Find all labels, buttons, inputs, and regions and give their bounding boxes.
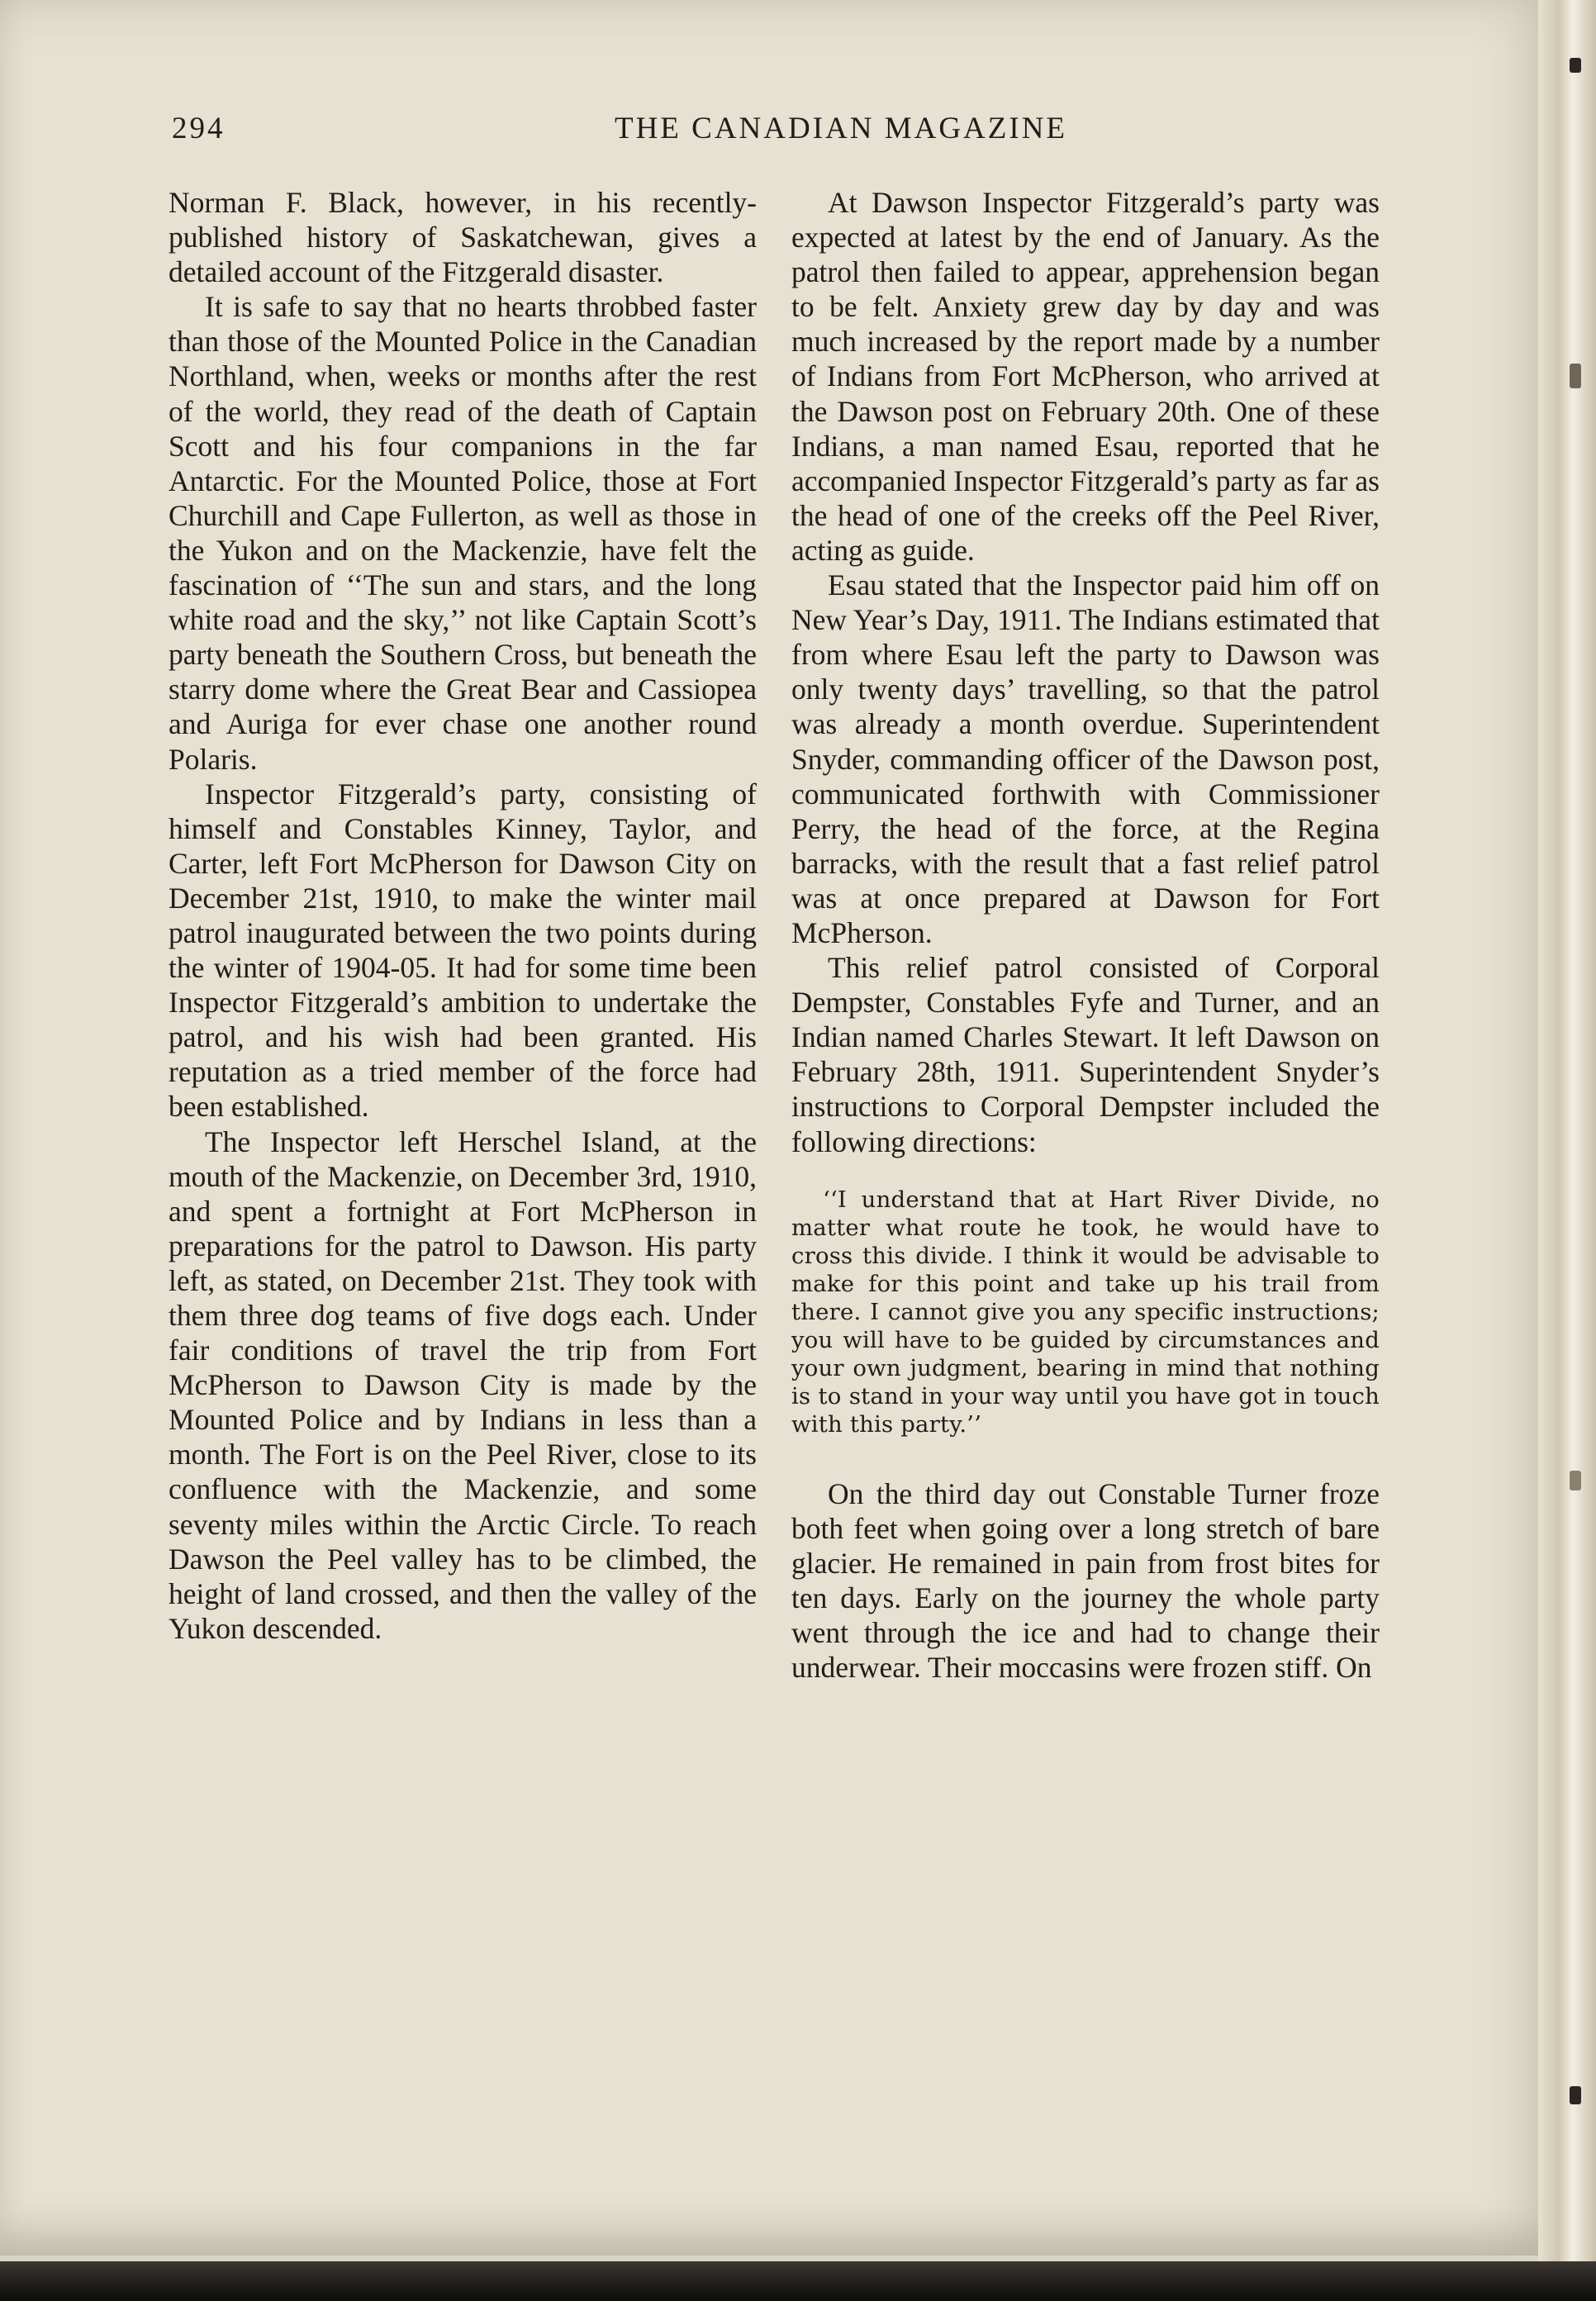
block-quote — [791, 1186, 1380, 1438]
paragraph: At Dawson Inspector Fitzgerald’s party was expected at latest by the end of January. As the patrol then failed to appear, apprehension began to be felt. Anxiety grew day by day and was much increased by the report made by a number of Indians from Fort McPherson, who arrived at the Dawson post on February 20th. One of these Indians, a man named Esau, reported that he accompanied Inspector Fitzgerald’s party as far as the head of one of the creeks off the Peel River, acting as guide. — [791, 186, 1380, 567]
quote-text: ‘‘I understand that at Hart River Divide, no matter what route he took, he would have to cross this divide. I think it would be advisable to make for this point and take up his trail from there. I cannot give you any specific instructions; you will have to be guided by circumstances and your own judgment, bearing in mind that nothing is to stand in your way until you have got in touch with this party.’’ — [791, 1186, 1380, 1438]
bottom-edge-shadow — [0, 2261, 1596, 2301]
paragraph: It is safe to say that no hearts throbbed faster than those of the Mounted Police in the Canadian Northland, when, weeks or months after the rest of the world, they read of the death of Captain Scott and his four companions in the far Antarctic. For the Mounted Police, those at Fort Churchill and Cape Fullerton, as well as those in the Yukon and on the Mackenzie, have felt the fascination of ‘‘The sun and stars, and the long white road and the sky,’’ not like Captain Scott’s party beneath the Southern Cross, but beneath the starry dome where the Great Bear and Cassiopea and Auriga for ever chase one another round Polaris. — [169, 290, 757, 776]
page-edge-shadow — [1538, 0, 1596, 2301]
paragraph: Norman F. Black, however, in his recently-published history of Saskatchewan, gives a detailed account of the Fitzgerald disaster. — [169, 186, 757, 289]
edge-mark — [1570, 364, 1581, 388]
paragraph: The Inspector left Herschel Island, at the mouth of the Mackenzie, on December 3rd, 1910, and spent a fortnight at Fort McPherson in preparations for the patrol to Dawson. His party left, as stated, on December 21st. They took with them three dog teams of five dogs each. Under fair conditions of travel the trip from Fort McPherson to Dawson City is made by the Mounted Police and by Indians in less than a month. The Fort is on the Peel River, close to its confluence with the Mackenzie, and some seventy miles within the Arctic Circle. To reach Dawson the Peel valley has to be climbed, the height of land crossed, and then the valley of the Yukon descended. — [169, 1124, 757, 1645]
page-number: 294 — [172, 112, 226, 145]
edge-mark — [1570, 58, 1581, 73]
right-column — [791, 185, 1380, 1685]
paragraph: This relief patrol consisted of Corporal Dempster, Constables Fyfe and Turner, and an Indian named Charles Stewart. It left Dawson on February 28th, 1911. Superintendent Snyder’s instructions to Corporal Dempster included the following directions: — [791, 951, 1380, 1158]
edge-mark — [1570, 1471, 1581, 1490]
running-head — [172, 111, 1378, 152]
paragraph: Inspector Fitzgerald’s party, consisting of himself and Constables Kinney, Taylor, and Carter, left Fort McPherson for Dawson City on December 21st, 1910, to make the winter mail patrol inaugurated between the two points during the winter of 1904-05. It had for some time been Inspector Fitzgerald’s ambition to undertake the patrol, and his wish had been granted. His reputation as a tried member of the force had been established. — [169, 777, 757, 1124]
paragraph: Esau stated that the Inspector paid him off on New Year’s Day, 1911. The Indians estimated that from where Esau left the party to Dawson was only twenty days’ travelling, so that the patrol was already a month overdue. Superintendent Snyder, commanding officer of the Dawson post, communicated forthwith with Commissioner Perry, the head of the force, at the Regina barracks, with the result that a fast relief patrol was at once prepared at Dawson for Fort McPherson. — [791, 568, 1380, 949]
left-column — [169, 185, 757, 1646]
edge-mark — [1570, 2086, 1581, 2104]
paragraph: On the third day out Constable Turner froze both feet when going over a long stretch of bare glacier. He remained in pain from frost bites for ten days. Early on the journey the whole party went through the ice and had to change their underwear. Their moccasins were frozen stiff. On — [791, 1476, 1380, 1685]
running-title: THE CANADIAN MAGAZINE — [614, 112, 1068, 145]
